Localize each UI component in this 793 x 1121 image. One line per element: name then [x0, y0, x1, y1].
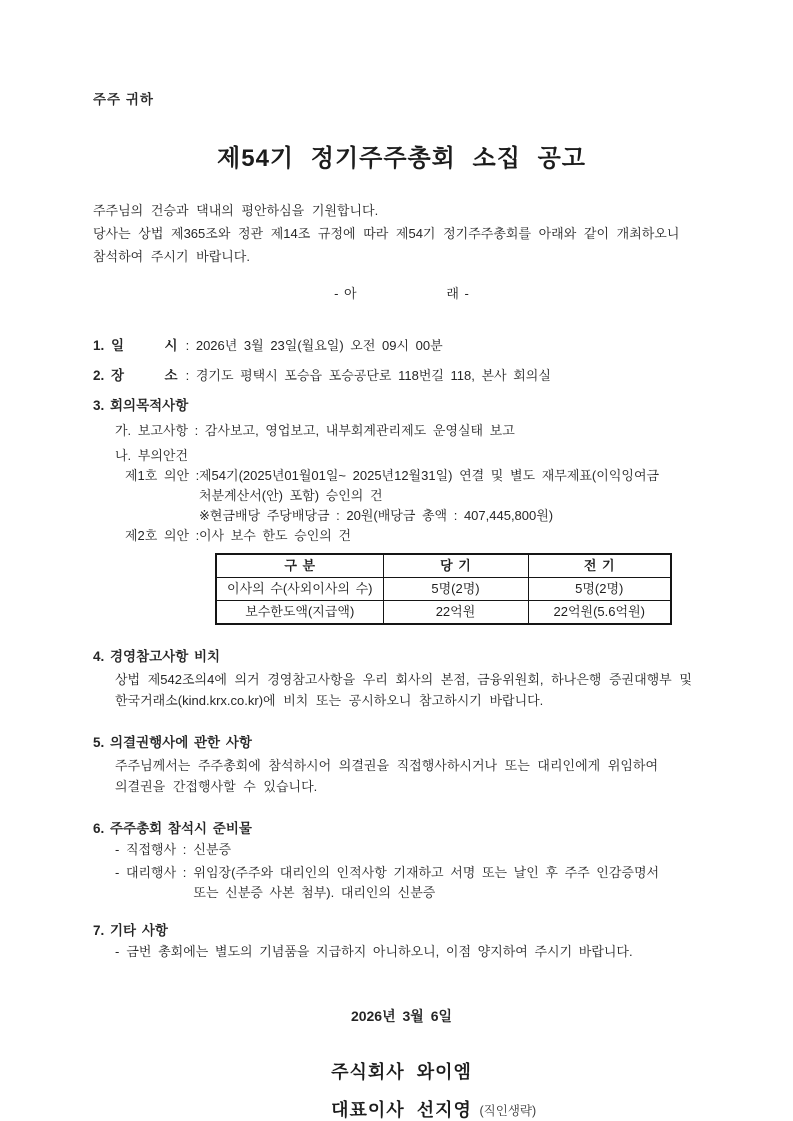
proposals-label: 나. 부의안건 — [115, 448, 189, 463]
table-header-prior-term: 전 기 — [528, 554, 671, 578]
announcement-date: 2026년 3월 6일 — [350, 1008, 453, 1024]
voting-rights-line: 주주님께서는 주주총회에 참석하시어 의결권을 직접행사하시거나 또는 대리인에게 위임하여 — [115, 758, 659, 773]
greeting-line: 주주님의 건승과 댁내의 평안하심을 기원합니다. — [93, 203, 379, 218]
table-header-category: 구 분 — [216, 554, 383, 578]
table-cell: 5명(2명) — [528, 578, 671, 601]
table-cell: 22억원 — [383, 601, 528, 625]
greeting-line: 당사는 상법 제365조와 정관 제14조 규정에 따라 제54기 정기주주총회를 아래와 같이 개최하오니 — [93, 226, 680, 241]
agenda-item-location — [93, 366, 710, 386]
table-cell: 5명(2명) — [383, 578, 528, 601]
table-cell: 이사의 수(사외이사의 수) — [216, 578, 383, 601]
seal-omitted-note: (직인생략) — [479, 1104, 537, 1118]
greeting-paragraph — [93, 199, 710, 268]
proposal-2 — [125, 526, 710, 546]
agenda-item-purpose-label: 3. 회의목적사항 — [93, 398, 189, 413]
proxy-exercise-text — [193, 863, 710, 903]
no-gift-bullet-dash: - — [115, 944, 120, 959]
agenda-item-datetime-value: : 2026년 3월 23일(월요일) 오전 09시 00분 — [185, 338, 443, 353]
proposal-2-label: 제2호 의안 : — [125, 528, 200, 543]
agenda-item-datetime — [93, 336, 710, 356]
proxy-exercise-bullet — [115, 863, 710, 903]
company-name: 주식회사 와이엠 — [331, 1062, 472, 1082]
agenda-item-other-label: 7. 기타 사항 — [93, 923, 168, 938]
agenda-item-voting-rights-label: 5. 의결권행사에 관한 사항 — [93, 735, 252, 750]
agenda-item-voting-rights — [93, 731, 710, 797]
proxy-exercise-line: 또는 신분증 사본 첨부). 대리인의 신분증 — [193, 885, 436, 900]
proxy-exercise-label: - 대리행사 : — [115, 865, 187, 880]
proposal-1-line: 제54기(2025년01월01일~ 2025년12월31일) 연결 및 별도 재무제표(이익잉여금 — [199, 468, 660, 483]
greeting-line: 참석하여 주시기 바랍니다. — [93, 249, 250, 264]
agenda-item-other — [93, 919, 710, 962]
ceo-name: 대표이사 선지영 — [331, 1100, 472, 1120]
agenda-item-datetime-label: 1. 일 시 — [93, 338, 178, 353]
proposal-1-label: 제1호 의안 : — [125, 468, 200, 483]
no-gift-text: 금번 총회에는 별도의 기념품을 지급하지 아니하오니, 이점 양지하여 주시기 바랍니다. — [126, 944, 633, 959]
remuneration-table — [215, 553, 672, 625]
agenda-item-location-value: : 경기도 평택시 포승읍 포승공단로 118번길 118, 본사 회의실 — [185, 368, 551, 383]
direct-exercise-text: 신분증 — [193, 842, 232, 857]
proposal-1 — [125, 466, 710, 526]
agenda-item-purpose — [93, 396, 710, 625]
table-row — [216, 578, 671, 601]
proposal-1-line: 처분계산서(안) 포함) 승인의 건 — [199, 488, 383, 503]
below-marker: - 아 래 - — [334, 286, 469, 301]
table-row — [216, 601, 671, 625]
reference-docs-line: 한국거래소(kind.krx.co.kr)에 비치 또는 공시하오니 참고하시기 바랍니다. — [115, 693, 544, 708]
proposal-2-body: 이사 보수 한도 승인의 건 — [199, 528, 352, 543]
recipient-line: 주주 귀하 — [93, 92, 154, 107]
proposal-1-body — [199, 466, 710, 526]
agenda-item-reference-docs-label: 4. 경영참고사항 비치 — [93, 649, 221, 664]
dividend-note: ※현금배당 주당배당금 : 20원(배당금 총액 : 407,445,800원) — [199, 508, 554, 523]
agenda-item-required-items-label: 6. 주주총회 참석시 준비물 — [93, 821, 252, 836]
no-gift-bullet — [115, 942, 710, 962]
table-cell: 22억원(5.6억원) — [528, 601, 671, 625]
table-header-current-term: 당 기 — [383, 554, 528, 578]
direct-exercise-label: - 직접행사 : — [115, 842, 187, 857]
direct-exercise-bullet — [115, 840, 710, 860]
agenda-item-required-items — [93, 817, 710, 903]
ceo-signature-line — [93, 1096, 710, 1121]
table-header-row — [216, 554, 671, 578]
agenda-item-reference-docs — [93, 645, 710, 711]
reference-docs-line: 상법 제542조의4에 의거 경영참고사항을 우리 회사의 본점, 금융위원회, 하나은행 증권대행부 및 — [115, 672, 692, 687]
table-cell: 보수한도액(지급액) — [216, 601, 383, 625]
document-title: 제54기 정기주주총회 소집 공고 — [217, 145, 586, 172]
proxy-exercise-line: 위임장(주주와 대리인의 인적사항 기재하고 서명 또는 날인 후 주주 인감증명서 — [193, 865, 660, 880]
report-matters-line: 가. 보고사항 : 감사보고, 영업보고, 내부회계관리제도 운영실태 보고 — [115, 423, 515, 438]
voting-rights-line: 의결권을 간접행사할 수 있습니다. — [115, 779, 318, 794]
agenda-item-location-label: 2. 장 소 — [93, 368, 178, 383]
